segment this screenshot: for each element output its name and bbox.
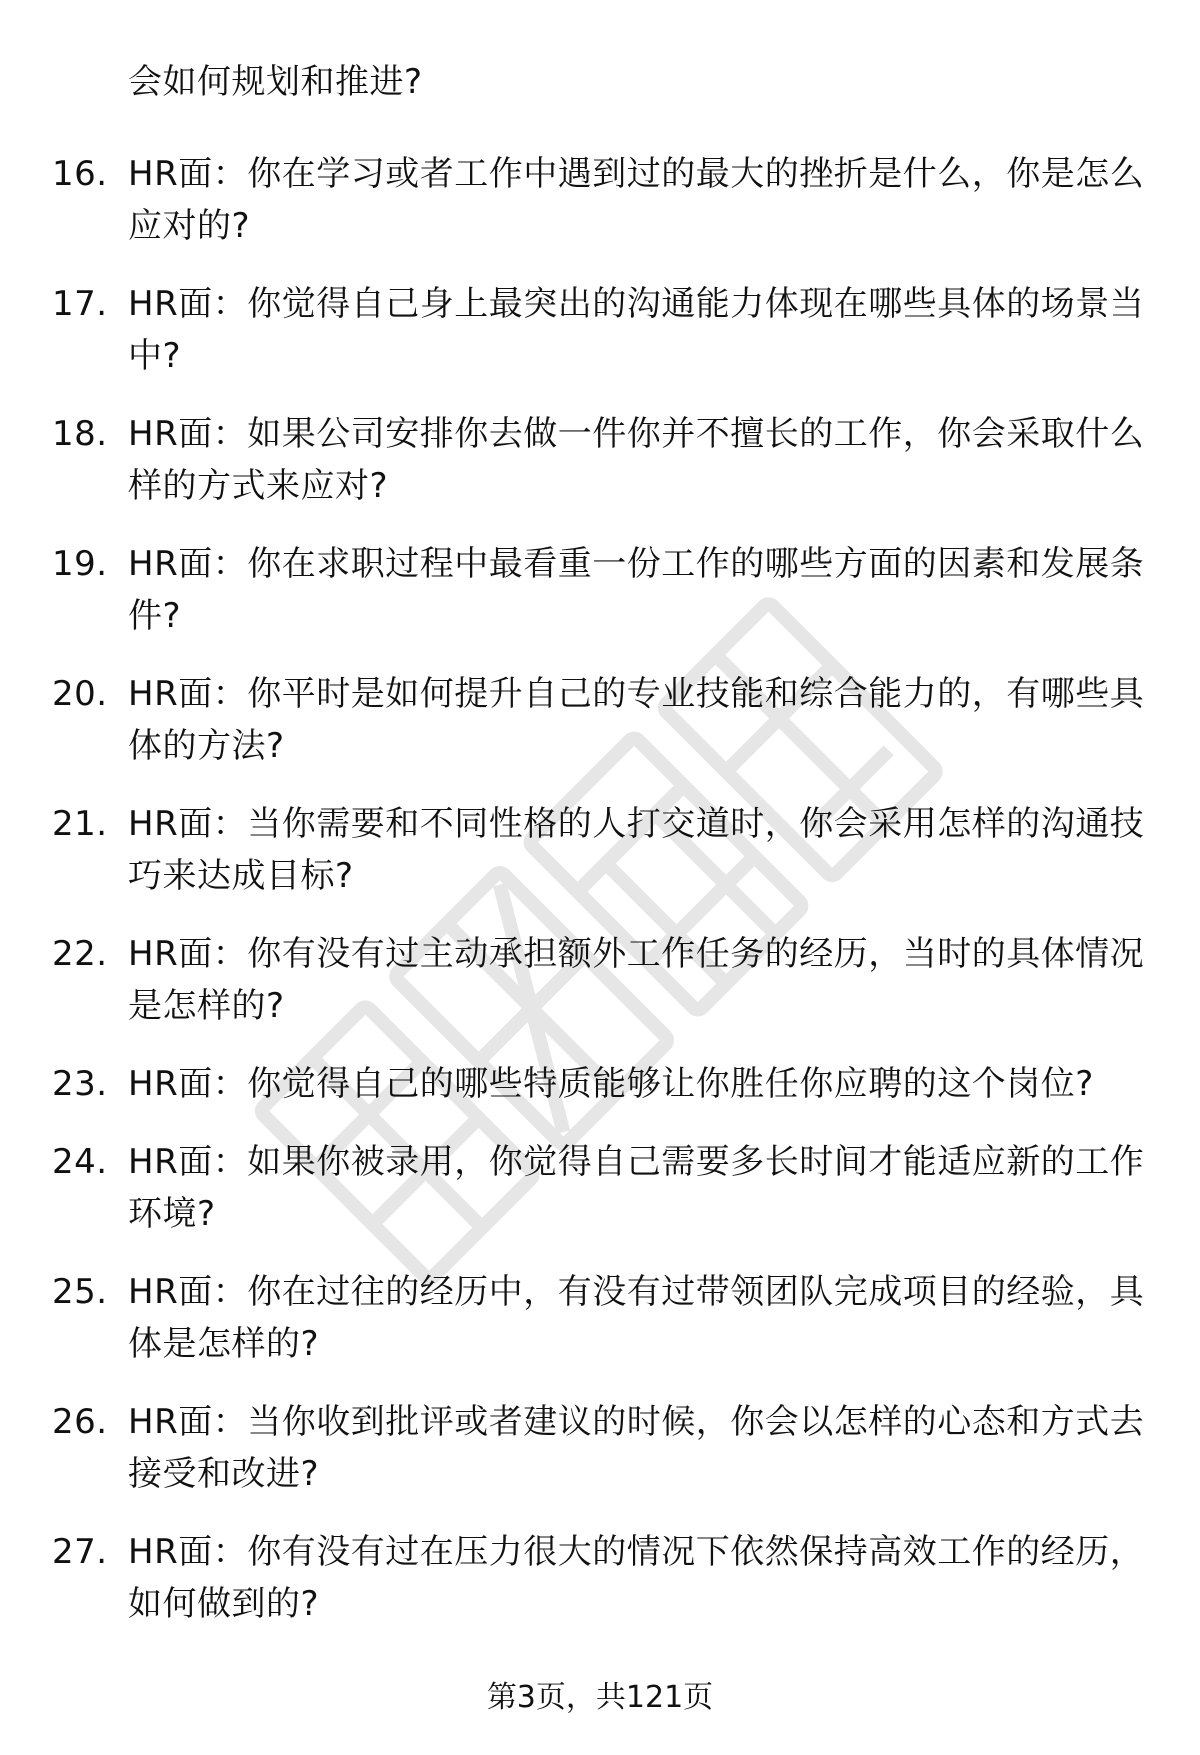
list-item [0,1526,1200,1656]
list-item [0,148,1200,278]
list-item [0,1136,1200,1266]
question-text: HR面：你在学习或者工作中遇到过的最大的挫折是什么，你是怎么应对的? [128,154,1145,246]
list-item-continuation [0,56,1200,148]
list-item [0,668,1200,798]
question-number: 26. [52,1402,108,1442]
question-number: 23. [52,1064,108,1104]
list-item [0,538,1200,668]
question-text: HR面：当你收到批评或者建议的时候，你会以怎样的心态和方式去接受和改进? [128,1402,1145,1494]
list-item [0,1266,1200,1396]
question-list [0,56,1200,1656]
continuation-text: 会如何规划和推进? [128,62,423,102]
page-footer [0,1678,1200,1718]
question-text: HR面：你平时是如何提升自己的专业技能和综合能力的，有哪些具体的方法? [128,674,1145,766]
question-number: 24. [52,1142,108,1182]
question-number: 16. [52,154,108,194]
page-number-label: 第3页，共121页 [486,1680,714,1715]
question-number: 19. [52,544,108,584]
question-text: HR面：你觉得自己身上最突出的沟通能力体现在哪些具体的场景当中? [128,284,1145,376]
question-text: HR面：你在求职过程中最看重一份工作的哪些方面的因素和发展条件? [128,544,1145,636]
list-item [0,1396,1200,1526]
question-number: 17. [52,284,108,324]
question-text: HR面：如果公司安排你去做一件你并不擅长的工作，你会采取什么样的方式来应对? [128,414,1145,506]
question-text: HR面：当你需要和不同性格的人打交道时，你会采用怎样的沟通技巧来达成目标? [128,804,1145,896]
question-number: 25. [52,1272,108,1312]
question-text: HR面：你有没有过主动承担额外工作任务的经历，当时的具体情况是怎样的? [128,934,1145,1026]
question-number: 27. [52,1532,108,1572]
question-text: HR面：你在过往的经历中，有没有过带领团队完成项目的经验，具体是怎样的? [128,1272,1145,1364]
question-number: 22. [52,934,108,974]
list-item [0,798,1200,928]
question-number: 20. [52,674,108,714]
question-text: HR面：如果你被录用，你觉得自己需要多长时间才能适应新的工作环境? [128,1142,1145,1234]
question-text: HR面：你觉得自己的哪些特质能够让你胜任你应聘的这个岗位? [128,1064,1094,1104]
question-number: 21. [52,804,108,844]
list-item [0,278,1200,408]
question-number: 18. [52,414,108,454]
list-item [0,1058,1200,1136]
question-text: HR面：你有没有过在压力很大的情况下依然保持高效工作的经历，如何做到的? [128,1532,1145,1624]
list-item [0,928,1200,1058]
list-item [0,408,1200,538]
